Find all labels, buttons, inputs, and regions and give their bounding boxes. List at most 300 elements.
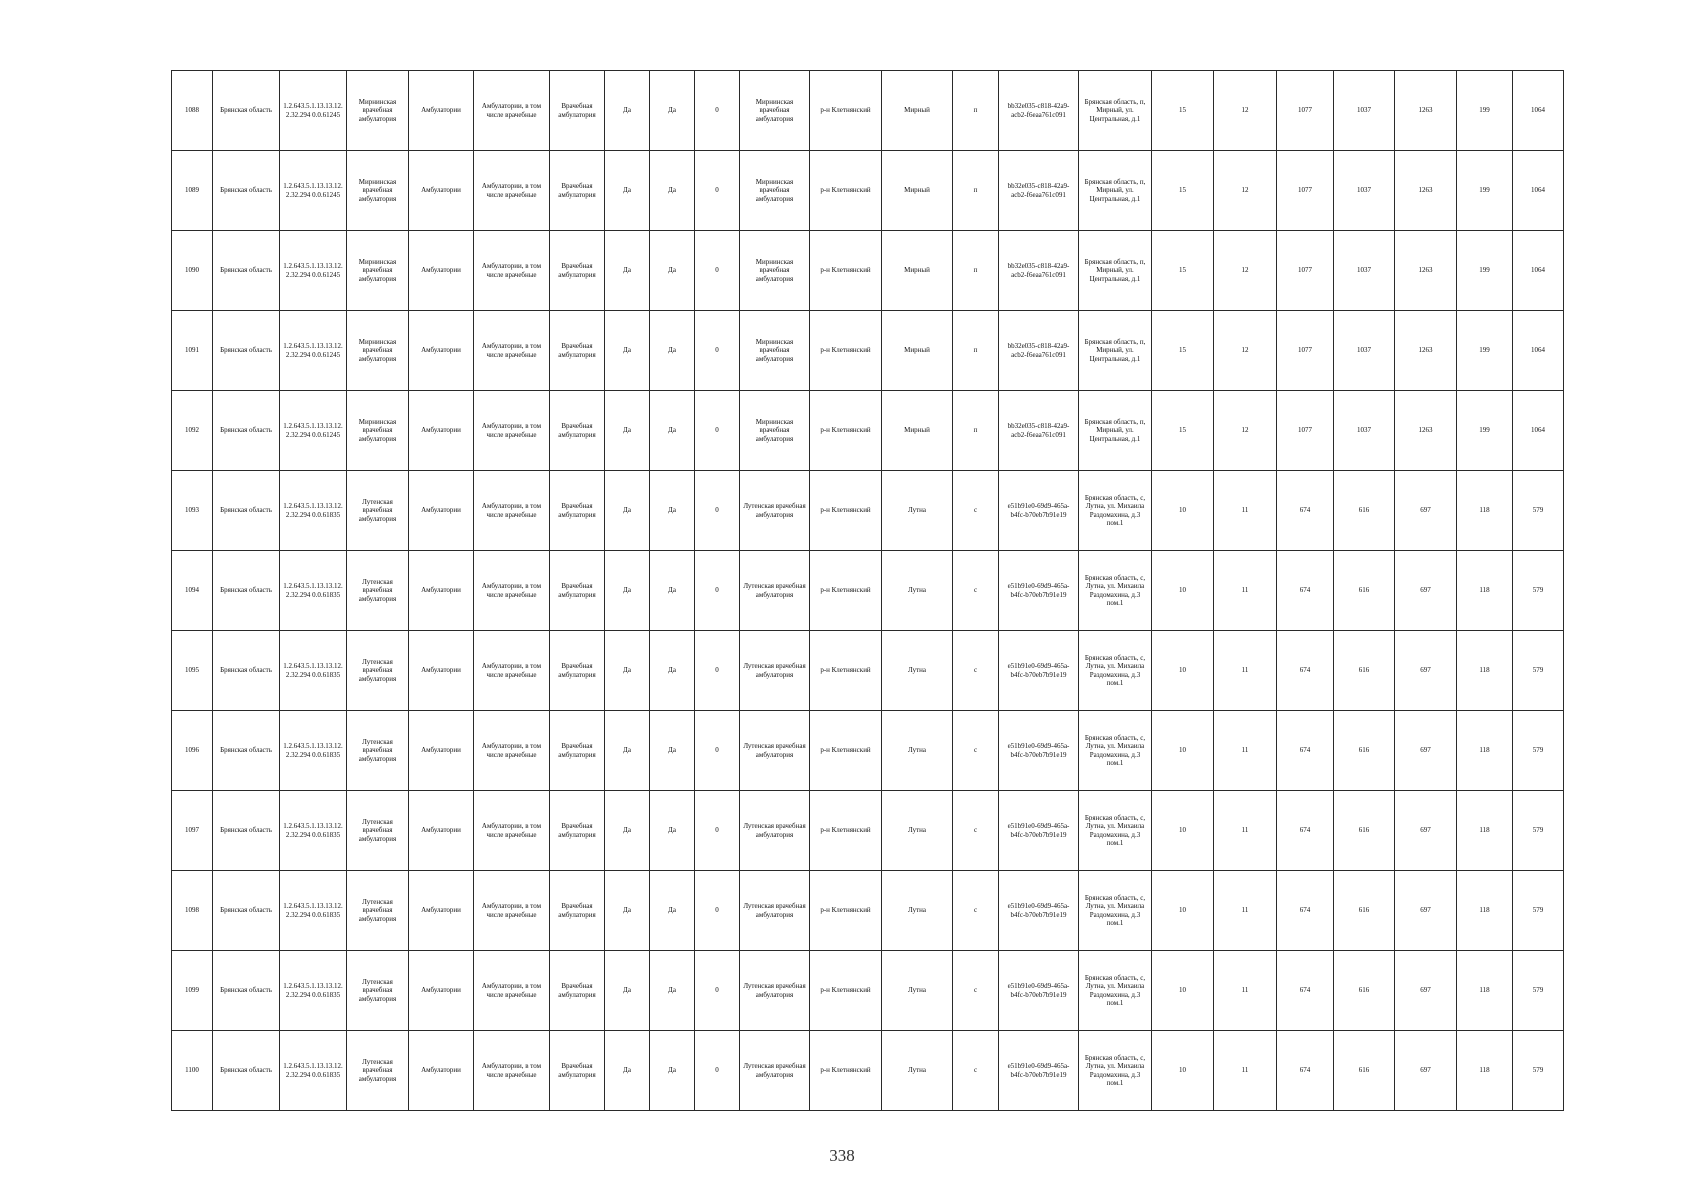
cell-value-5: 1263: [1395, 151, 1457, 231]
cell-facility-category: Амбулатории, в том числе врачебные: [474, 471, 550, 551]
cell-address: Брянская область, с, Лутна, ул. Михаила Раздомахина, д.3 пом.1: [1079, 471, 1152, 551]
cell-value-4: 1037: [1334, 311, 1395, 391]
cell-unit-name: Мирнинская врачебная амбулатория: [740, 151, 810, 231]
cell-value-2: 12: [1214, 231, 1277, 311]
cell-organization-name: Мирнинская врачебная амбулатория: [347, 151, 409, 231]
cell-settlement-type: п: [953, 391, 999, 471]
cell-unit-type: Врачебная амбулатория: [550, 711, 605, 791]
cell-facility-category: Амбулатории, в том числе врачебные: [474, 951, 550, 1031]
cell-oid: 1.2.643.5.1.13.13.12.2.32.294 0.0.61245: [280, 151, 347, 231]
cell-unit-name: Мирнинская врачебная амбулатория: [740, 311, 810, 391]
cell-row-number: 1100: [172, 1031, 213, 1111]
cell-organization-name: Лутенская врачебная амбулатория: [347, 791, 409, 871]
cell-flag-2: Да: [650, 951, 695, 1031]
cell-organization-name: Лутенская врачебная амбулатория: [347, 711, 409, 791]
cell-row-number: 1096: [172, 711, 213, 791]
cell-unit-name: Лутенская врачебная амбулатория: [740, 871, 810, 951]
cell-value-4: 616: [1334, 551, 1395, 631]
cell-facility-type: Амбулатории: [409, 631, 474, 711]
cell-region: Брянская область: [213, 151, 280, 231]
cell-value-3: 674: [1277, 871, 1334, 951]
cell-oid: 1.2.643.5.1.13.13.12.2.32.294 0.0.61245: [280, 231, 347, 311]
cell-value-6: 199: [1457, 71, 1513, 151]
table-row: [172, 711, 1564, 791]
cell-settlement-type: п: [953, 151, 999, 231]
cell-fias-guid: e51b91e0-69d9-465a-b4fc-b70eb7b91e19: [999, 791, 1079, 871]
cell-value-3: 1077: [1277, 231, 1334, 311]
cell-district: р-н Клетнянский: [810, 311, 882, 391]
table-row: [172, 311, 1564, 391]
cell-value-3: 674: [1277, 1031, 1334, 1111]
cell-row-number: 1098: [172, 871, 213, 951]
cell-value-4: 616: [1334, 471, 1395, 551]
cell-address: Брянская область, с, Лутна, ул. Михаила Раздомахина, д.3 пом.1: [1079, 551, 1152, 631]
cell-settlement-type: с: [953, 631, 999, 711]
cell-settlement: Лутна: [882, 791, 953, 871]
cell-value-7: 1064: [1513, 391, 1564, 471]
cell-organization-name: Лутенская врачебная амбулатория: [347, 631, 409, 711]
cell-value-5: 697: [1395, 711, 1457, 791]
cell-facility-category: Амбулатории, в том числе врачебные: [474, 231, 550, 311]
cell-district: р-н Клетнянский: [810, 791, 882, 871]
cell-region: Брянская область: [213, 1031, 280, 1111]
cell-district: р-н Клетнянский: [810, 391, 882, 471]
cell-facility-type: Амбулатории: [409, 871, 474, 951]
cell-oid: 1.2.643.5.1.13.13.12.2.32.294 0.0.61245: [280, 311, 347, 391]
table-row: [172, 791, 1564, 871]
cell-value-7: 1064: [1513, 311, 1564, 391]
cell-facility-category: Амбулатории, в том числе врачебные: [474, 71, 550, 151]
cell-organization-name: Лутенская врачебная амбулатория: [347, 951, 409, 1031]
cell-unit-name: Лутенская врачебная амбулатория: [740, 711, 810, 791]
cell-flag-1: Да: [605, 71, 650, 151]
cell-settlement: Мирный: [882, 231, 953, 311]
cell-settlement: Лутна: [882, 471, 953, 551]
cell-value-1: 10: [1152, 711, 1214, 791]
cell-region: Брянская область: [213, 791, 280, 871]
cell-value-6: 118: [1457, 871, 1513, 951]
cell-value-1: 15: [1152, 71, 1214, 151]
cell-value-3: 674: [1277, 951, 1334, 1031]
cell-settlement-type: с: [953, 711, 999, 791]
cell-zero-value: 0: [695, 471, 740, 551]
cell-fias-guid: e51b91e0-69d9-465a-b4fc-b70eb7b91e19: [999, 471, 1079, 551]
cell-value-7: 579: [1513, 471, 1564, 551]
cell-settlement: Мирный: [882, 311, 953, 391]
cell-organization-name: Мирнинская врачебная амбулатория: [347, 311, 409, 391]
cell-settlement-type: с: [953, 1031, 999, 1111]
cell-value-4: 1037: [1334, 71, 1395, 151]
cell-value-6: 199: [1457, 311, 1513, 391]
cell-fias-guid: e51b91e0-69d9-465a-b4fc-b70eb7b91e19: [999, 871, 1079, 951]
cell-settlement-type: п: [953, 311, 999, 391]
cell-fias-guid: e51b91e0-69d9-465a-b4fc-b70eb7b91e19: [999, 1031, 1079, 1111]
cell-facility-category: Амбулатории, в том числе врачебные: [474, 311, 550, 391]
cell-facility-type: Амбулатории: [409, 71, 474, 151]
cell-value-1: 10: [1152, 1031, 1214, 1111]
table-row: [172, 551, 1564, 631]
cell-row-number: 1094: [172, 551, 213, 631]
cell-value-5: 697: [1395, 1031, 1457, 1111]
cell-zero-value: 0: [695, 71, 740, 151]
cell-facility-category: Амбулатории, в том числе врачебные: [474, 711, 550, 791]
cell-district: р-н Клетнянский: [810, 631, 882, 711]
table-row: [172, 151, 1564, 231]
cell-settlement-type: п: [953, 71, 999, 151]
cell-value-2: 11: [1214, 711, 1277, 791]
cell-value-2: 11: [1214, 631, 1277, 711]
cell-organization-name: Мирнинская врачебная амбулатория: [347, 231, 409, 311]
cell-address: Брянская область, с, Лутна, ул. Михаила Раздомахина, д.3 пом.1: [1079, 951, 1152, 1031]
cell-value-4: 1037: [1334, 151, 1395, 231]
cell-district: р-н Клетнянский: [810, 471, 882, 551]
cell-address: Брянская область, п, Мирный, ул. Центральная, д.1: [1079, 311, 1152, 391]
cell-value-7: 1064: [1513, 71, 1564, 151]
table-row: [172, 71, 1564, 151]
cell-value-1: 15: [1152, 391, 1214, 471]
cell-unit-type: Врачебная амбулатория: [550, 151, 605, 231]
page-number: 338: [829, 1146, 855, 1165]
cell-unit-name: Лутенская врачебная амбулатория: [740, 791, 810, 871]
cell-value-4: 1037: [1334, 391, 1395, 471]
cell-fias-guid: bb32e035-c818-42a9-acb2-f6eaa761c091: [999, 391, 1079, 471]
cell-flag-2: Да: [650, 791, 695, 871]
cell-flag-2: Да: [650, 151, 695, 231]
cell-row-number: 1090: [172, 231, 213, 311]
cell-value-5: 1263: [1395, 231, 1457, 311]
cell-value-3: 674: [1277, 471, 1334, 551]
cell-fias-guid: bb32e035-c818-42a9-acb2-f6eaa761c091: [999, 151, 1079, 231]
cell-settlement: Лутна: [882, 871, 953, 951]
cell-organization-name: Лутенская врачебная амбулатория: [347, 551, 409, 631]
cell-value-1: 15: [1152, 311, 1214, 391]
cell-address: Брянская область, с, Лутна, ул. Михаила Раздомахина, д.3 пом.1: [1079, 871, 1152, 951]
cell-address: Брянская область, п, Мирный, ул. Центральная, д.1: [1079, 151, 1152, 231]
cell-unit-type: Врачебная амбулатория: [550, 871, 605, 951]
cell-facility-type: Амбулатории: [409, 951, 474, 1031]
cell-organization-name: Лутенская врачебная амбулатория: [347, 1031, 409, 1111]
cell-value-5: 697: [1395, 551, 1457, 631]
cell-settlement-type: с: [953, 871, 999, 951]
cell-flag-1: Да: [605, 791, 650, 871]
cell-row-number: 1099: [172, 951, 213, 1031]
cell-fias-guid: bb32e035-c818-42a9-acb2-f6eaa761c091: [999, 311, 1079, 391]
cell-address: Брянская область, с, Лутна, ул. Михаила Раздомахина, д.3 пом.1: [1079, 631, 1152, 711]
cell-flag-1: Да: [605, 231, 650, 311]
cell-unit-type: Врачебная амбулатория: [550, 71, 605, 151]
cell-fias-guid: e51b91e0-69d9-465a-b4fc-b70eb7b91e19: [999, 631, 1079, 711]
cell-value-3: 1077: [1277, 391, 1334, 471]
cell-region: Брянская область: [213, 71, 280, 151]
cell-settlement-type: с: [953, 551, 999, 631]
cell-value-2: 11: [1214, 871, 1277, 951]
cell-fias-guid: e51b91e0-69d9-465a-b4fc-b70eb7b91e19: [999, 951, 1079, 1031]
cell-value-6: 118: [1457, 791, 1513, 871]
cell-value-6: 118: [1457, 711, 1513, 791]
cell-value-6: 199: [1457, 151, 1513, 231]
cell-unit-type: Врачебная амбулатория: [550, 311, 605, 391]
cell-flag-2: Да: [650, 871, 695, 951]
cell-value-7: 579: [1513, 551, 1564, 631]
cell-value-1: 15: [1152, 151, 1214, 231]
cell-fias-guid: e51b91e0-69d9-465a-b4fc-b70eb7b91e19: [999, 551, 1079, 631]
cell-district: р-н Клетнянский: [810, 1031, 882, 1111]
cell-unit-name: Лутенская врачебная амбулатория: [740, 471, 810, 551]
cell-value-7: 579: [1513, 951, 1564, 1031]
cell-flag-1: Да: [605, 871, 650, 951]
cell-district: р-н Клетнянский: [810, 71, 882, 151]
cell-zero-value: 0: [695, 871, 740, 951]
cell-zero-value: 0: [695, 551, 740, 631]
cell-facility-category: Амбулатории, в том числе врачебные: [474, 151, 550, 231]
cell-value-6: 118: [1457, 1031, 1513, 1111]
cell-region: Брянская область: [213, 871, 280, 951]
cell-value-5: 1263: [1395, 391, 1457, 471]
cell-unit-type: Врачебная амбулатория: [550, 551, 605, 631]
cell-settlement: Лутна: [882, 951, 953, 1031]
cell-facility-type: Амбулатории: [409, 471, 474, 551]
cell-facility-type: Амбулатории: [409, 1031, 474, 1111]
cell-oid: 1.2.643.5.1.13.13.12.2.32.294 0.0.61835: [280, 1031, 347, 1111]
cell-address: Брянская область, п, Мирный, ул. Центральная, д.1: [1079, 231, 1152, 311]
cell-zero-value: 0: [695, 951, 740, 1031]
cell-value-1: 10: [1152, 631, 1214, 711]
cell-value-3: 674: [1277, 631, 1334, 711]
cell-zero-value: 0: [695, 791, 740, 871]
cell-unit-type: Врачебная амбулатория: [550, 471, 605, 551]
cell-oid: 1.2.643.5.1.13.13.12.2.32.294 0.0.61245: [280, 71, 347, 151]
cell-value-3: 674: [1277, 791, 1334, 871]
cell-unit-name: Мирнинская врачебная амбулатория: [740, 71, 810, 151]
cell-value-2: 11: [1214, 951, 1277, 1031]
table-row: [172, 471, 1564, 551]
cell-value-6: 118: [1457, 551, 1513, 631]
cell-flag-1: Да: [605, 311, 650, 391]
cell-flag-1: Да: [605, 711, 650, 791]
cell-address: Брянская область, с, Лутна, ул. Михаила Раздомахина, д.3 пом.1: [1079, 1031, 1152, 1111]
cell-value-1: 10: [1152, 951, 1214, 1031]
cell-region: Брянская область: [213, 231, 280, 311]
cell-facility-category: Амбулатории, в том числе врачебные: [474, 791, 550, 871]
cell-facility-type: Амбулатории: [409, 791, 474, 871]
cell-value-6: 199: [1457, 391, 1513, 471]
cell-value-2: 12: [1214, 311, 1277, 391]
cell-value-7: 579: [1513, 711, 1564, 791]
cell-value-5: 697: [1395, 791, 1457, 871]
cell-zero-value: 0: [695, 151, 740, 231]
cell-flag-2: Да: [650, 551, 695, 631]
cell-value-7: 579: [1513, 871, 1564, 951]
cell-value-5: 697: [1395, 871, 1457, 951]
cell-settlement: Мирный: [882, 151, 953, 231]
cell-unit-name: Лутенская врачебная амбулатория: [740, 1031, 810, 1111]
cell-value-1: 10: [1152, 471, 1214, 551]
cell-address: Брянская область, п, Мирный, ул. Центральная, д.1: [1079, 71, 1152, 151]
table-row: [172, 391, 1564, 471]
cell-facility-category: Амбулатории, в том числе врачебные: [474, 551, 550, 631]
cell-oid: 1.2.643.5.1.13.13.12.2.32.294 0.0.61835: [280, 551, 347, 631]
cell-address: Брянская область, с, Лутна, ул. Михаила Раздомахина, д.3 пом.1: [1079, 711, 1152, 791]
cell-organization-name: Мирнинская врачебная амбулатория: [347, 391, 409, 471]
cell-flag-2: Да: [650, 231, 695, 311]
cell-value-6: 118: [1457, 631, 1513, 711]
cell-value-7: 1064: [1513, 231, 1564, 311]
cell-region: Брянская область: [213, 391, 280, 471]
cell-value-2: 12: [1214, 391, 1277, 471]
cell-value-4: 616: [1334, 791, 1395, 871]
cell-facility-category: Амбулатории, в том числе врачебные: [474, 631, 550, 711]
cell-facility-type: Амбулатории: [409, 151, 474, 231]
cell-region: Брянская область: [213, 471, 280, 551]
cell-organization-name: Лутенская врачебная амбулатория: [347, 871, 409, 951]
table-row: [172, 631, 1564, 711]
cell-value-6: 199: [1457, 231, 1513, 311]
table-row: [172, 951, 1564, 1031]
cell-value-5: 697: [1395, 951, 1457, 1031]
cell-unit-type: Врачебная амбулатория: [550, 951, 605, 1031]
cell-zero-value: 0: [695, 311, 740, 391]
cell-value-2: 11: [1214, 791, 1277, 871]
cell-facility-type: Амбулатории: [409, 391, 474, 471]
cell-value-5: 697: [1395, 471, 1457, 551]
cell-value-4: 616: [1334, 631, 1395, 711]
cell-row-number: 1093: [172, 471, 213, 551]
cell-row-number: 1095: [172, 631, 213, 711]
cell-flag-1: Да: [605, 151, 650, 231]
table-row: [172, 231, 1564, 311]
cell-value-3: 1077: [1277, 151, 1334, 231]
cell-row-number: 1092: [172, 391, 213, 471]
cell-district: р-н Клетнянский: [810, 951, 882, 1031]
cell-flag-1: Да: [605, 1031, 650, 1111]
cell-value-4: 1037: [1334, 231, 1395, 311]
cell-region: Брянская область: [213, 711, 280, 791]
cell-settlement: Лутна: [882, 631, 953, 711]
cell-value-3: 674: [1277, 551, 1334, 631]
cell-settlement-type: с: [953, 951, 999, 1031]
cell-unit-name: Мирнинская врачебная амбулатория: [740, 231, 810, 311]
cell-district: р-н Клетнянский: [810, 231, 882, 311]
cell-value-7: 1064: [1513, 151, 1564, 231]
cell-organization-name: Мирнинская врачебная амбулатория: [347, 71, 409, 151]
cell-value-2: 11: [1214, 471, 1277, 551]
cell-oid: 1.2.643.5.1.13.13.12.2.32.294 0.0.61835: [280, 711, 347, 791]
cell-district: р-н Клетнянский: [810, 151, 882, 231]
cell-region: Брянская область: [213, 951, 280, 1031]
cell-value-6: 118: [1457, 471, 1513, 551]
cell-flag-2: Да: [650, 711, 695, 791]
cell-value-2: 11: [1214, 551, 1277, 631]
cell-unit-type: Врачебная амбулатория: [550, 231, 605, 311]
cell-facility-type: Амбулатории: [409, 231, 474, 311]
cell-row-number: 1089: [172, 151, 213, 231]
cell-region: Брянская область: [213, 631, 280, 711]
cell-fias-guid: bb32e035-c818-42a9-acb2-f6eaa761c091: [999, 231, 1079, 311]
cell-oid: 1.2.643.5.1.13.13.12.2.32.294 0.0.61245: [280, 391, 347, 471]
cell-facility-category: Амбулатории, в том числе врачебные: [474, 871, 550, 951]
cell-flag-1: Да: [605, 631, 650, 711]
cell-flag-2: Да: [650, 471, 695, 551]
registry-table: [171, 70, 1564, 1111]
cell-facility-type: Амбулатории: [409, 311, 474, 391]
cell-settlement: Лутна: [882, 551, 953, 631]
cell-zero-value: 0: [695, 711, 740, 791]
cell-facility-type: Амбулатории: [409, 551, 474, 631]
cell-flag-1: Да: [605, 471, 650, 551]
cell-district: р-н Клетнянский: [810, 871, 882, 951]
cell-value-2: 12: [1214, 151, 1277, 231]
registry-table-body: [172, 71, 1564, 1111]
cell-facility-category: Амбулатории, в том числе врачебные: [474, 1031, 550, 1111]
cell-value-1: 15: [1152, 231, 1214, 311]
cell-value-3: 1077: [1277, 311, 1334, 391]
cell-oid: 1.2.643.5.1.13.13.12.2.32.294 0.0.61835: [280, 631, 347, 711]
cell-value-2: 11: [1214, 1031, 1277, 1111]
cell-flag-2: Да: [650, 71, 695, 151]
cell-value-1: 10: [1152, 551, 1214, 631]
cell-address: Брянская область, с, Лутна, ул. Михаила Раздомахина, д.3 пом.1: [1079, 791, 1152, 871]
cell-district: р-н Клетнянский: [810, 551, 882, 631]
cell-value-6: 118: [1457, 951, 1513, 1031]
cell-oid: 1.2.643.5.1.13.13.12.2.32.294 0.0.61835: [280, 951, 347, 1031]
cell-row-number: 1091: [172, 311, 213, 391]
cell-organization-name: Лутенская врачебная амбулатория: [347, 471, 409, 551]
cell-settlement: Мирный: [882, 391, 953, 471]
cell-value-4: 616: [1334, 711, 1395, 791]
cell-fias-guid: e51b91e0-69d9-465a-b4fc-b70eb7b91e19: [999, 711, 1079, 791]
cell-value-4: 616: [1334, 1031, 1395, 1111]
cell-fias-guid: bb32e035-c818-42a9-acb2-f6eaa761c091: [999, 71, 1079, 151]
table-row: [172, 1031, 1564, 1111]
cell-flag-1: Да: [605, 391, 650, 471]
cell-settlement-type: с: [953, 791, 999, 871]
cell-value-3: 1077: [1277, 71, 1334, 151]
cell-value-5: 1263: [1395, 311, 1457, 391]
cell-value-7: 579: [1513, 791, 1564, 871]
cell-region: Брянская область: [213, 551, 280, 631]
table-row: [172, 871, 1564, 951]
cell-value-4: 616: [1334, 871, 1395, 951]
cell-zero-value: 0: [695, 631, 740, 711]
cell-settlement: Лутна: [882, 1031, 953, 1111]
cell-unit-name: Лутенская врачебная амбулатория: [740, 951, 810, 1031]
cell-unit-name: Мирнинская врачебная амбулатория: [740, 391, 810, 471]
cell-value-5: 697: [1395, 631, 1457, 711]
cell-unit-type: Врачебная амбулатория: [550, 631, 605, 711]
cell-settlement: Мирный: [882, 71, 953, 151]
cell-flag-2: Да: [650, 311, 695, 391]
cell-district: р-н Клетнянский: [810, 711, 882, 791]
cell-value-1: 10: [1152, 791, 1214, 871]
cell-value-3: 674: [1277, 711, 1334, 791]
cell-flag-2: Да: [650, 631, 695, 711]
cell-value-7: 579: [1513, 1031, 1564, 1111]
cell-value-2: 12: [1214, 71, 1277, 151]
cell-value-5: 1263: [1395, 71, 1457, 151]
cell-unit-name: Лутенская врачебная амбулатория: [740, 551, 810, 631]
cell-facility-type: Амбулатории: [409, 711, 474, 791]
cell-unit-name: Лутенская врачебная амбулатория: [740, 631, 810, 711]
cell-region: Брянская область: [213, 311, 280, 391]
cell-settlement-type: с: [953, 471, 999, 551]
cell-oid: 1.2.643.5.1.13.13.12.2.32.294 0.0.61835: [280, 871, 347, 951]
cell-oid: 1.2.643.5.1.13.13.12.2.32.294 0.0.61835: [280, 471, 347, 551]
cell-unit-type: Врачебная амбулатория: [550, 791, 605, 871]
cell-settlement-type: п: [953, 231, 999, 311]
cell-address: Брянская область, п, Мирный, ул. Центральная, д.1: [1079, 391, 1152, 471]
cell-zero-value: 0: [695, 391, 740, 471]
cell-flag-1: Да: [605, 951, 650, 1031]
